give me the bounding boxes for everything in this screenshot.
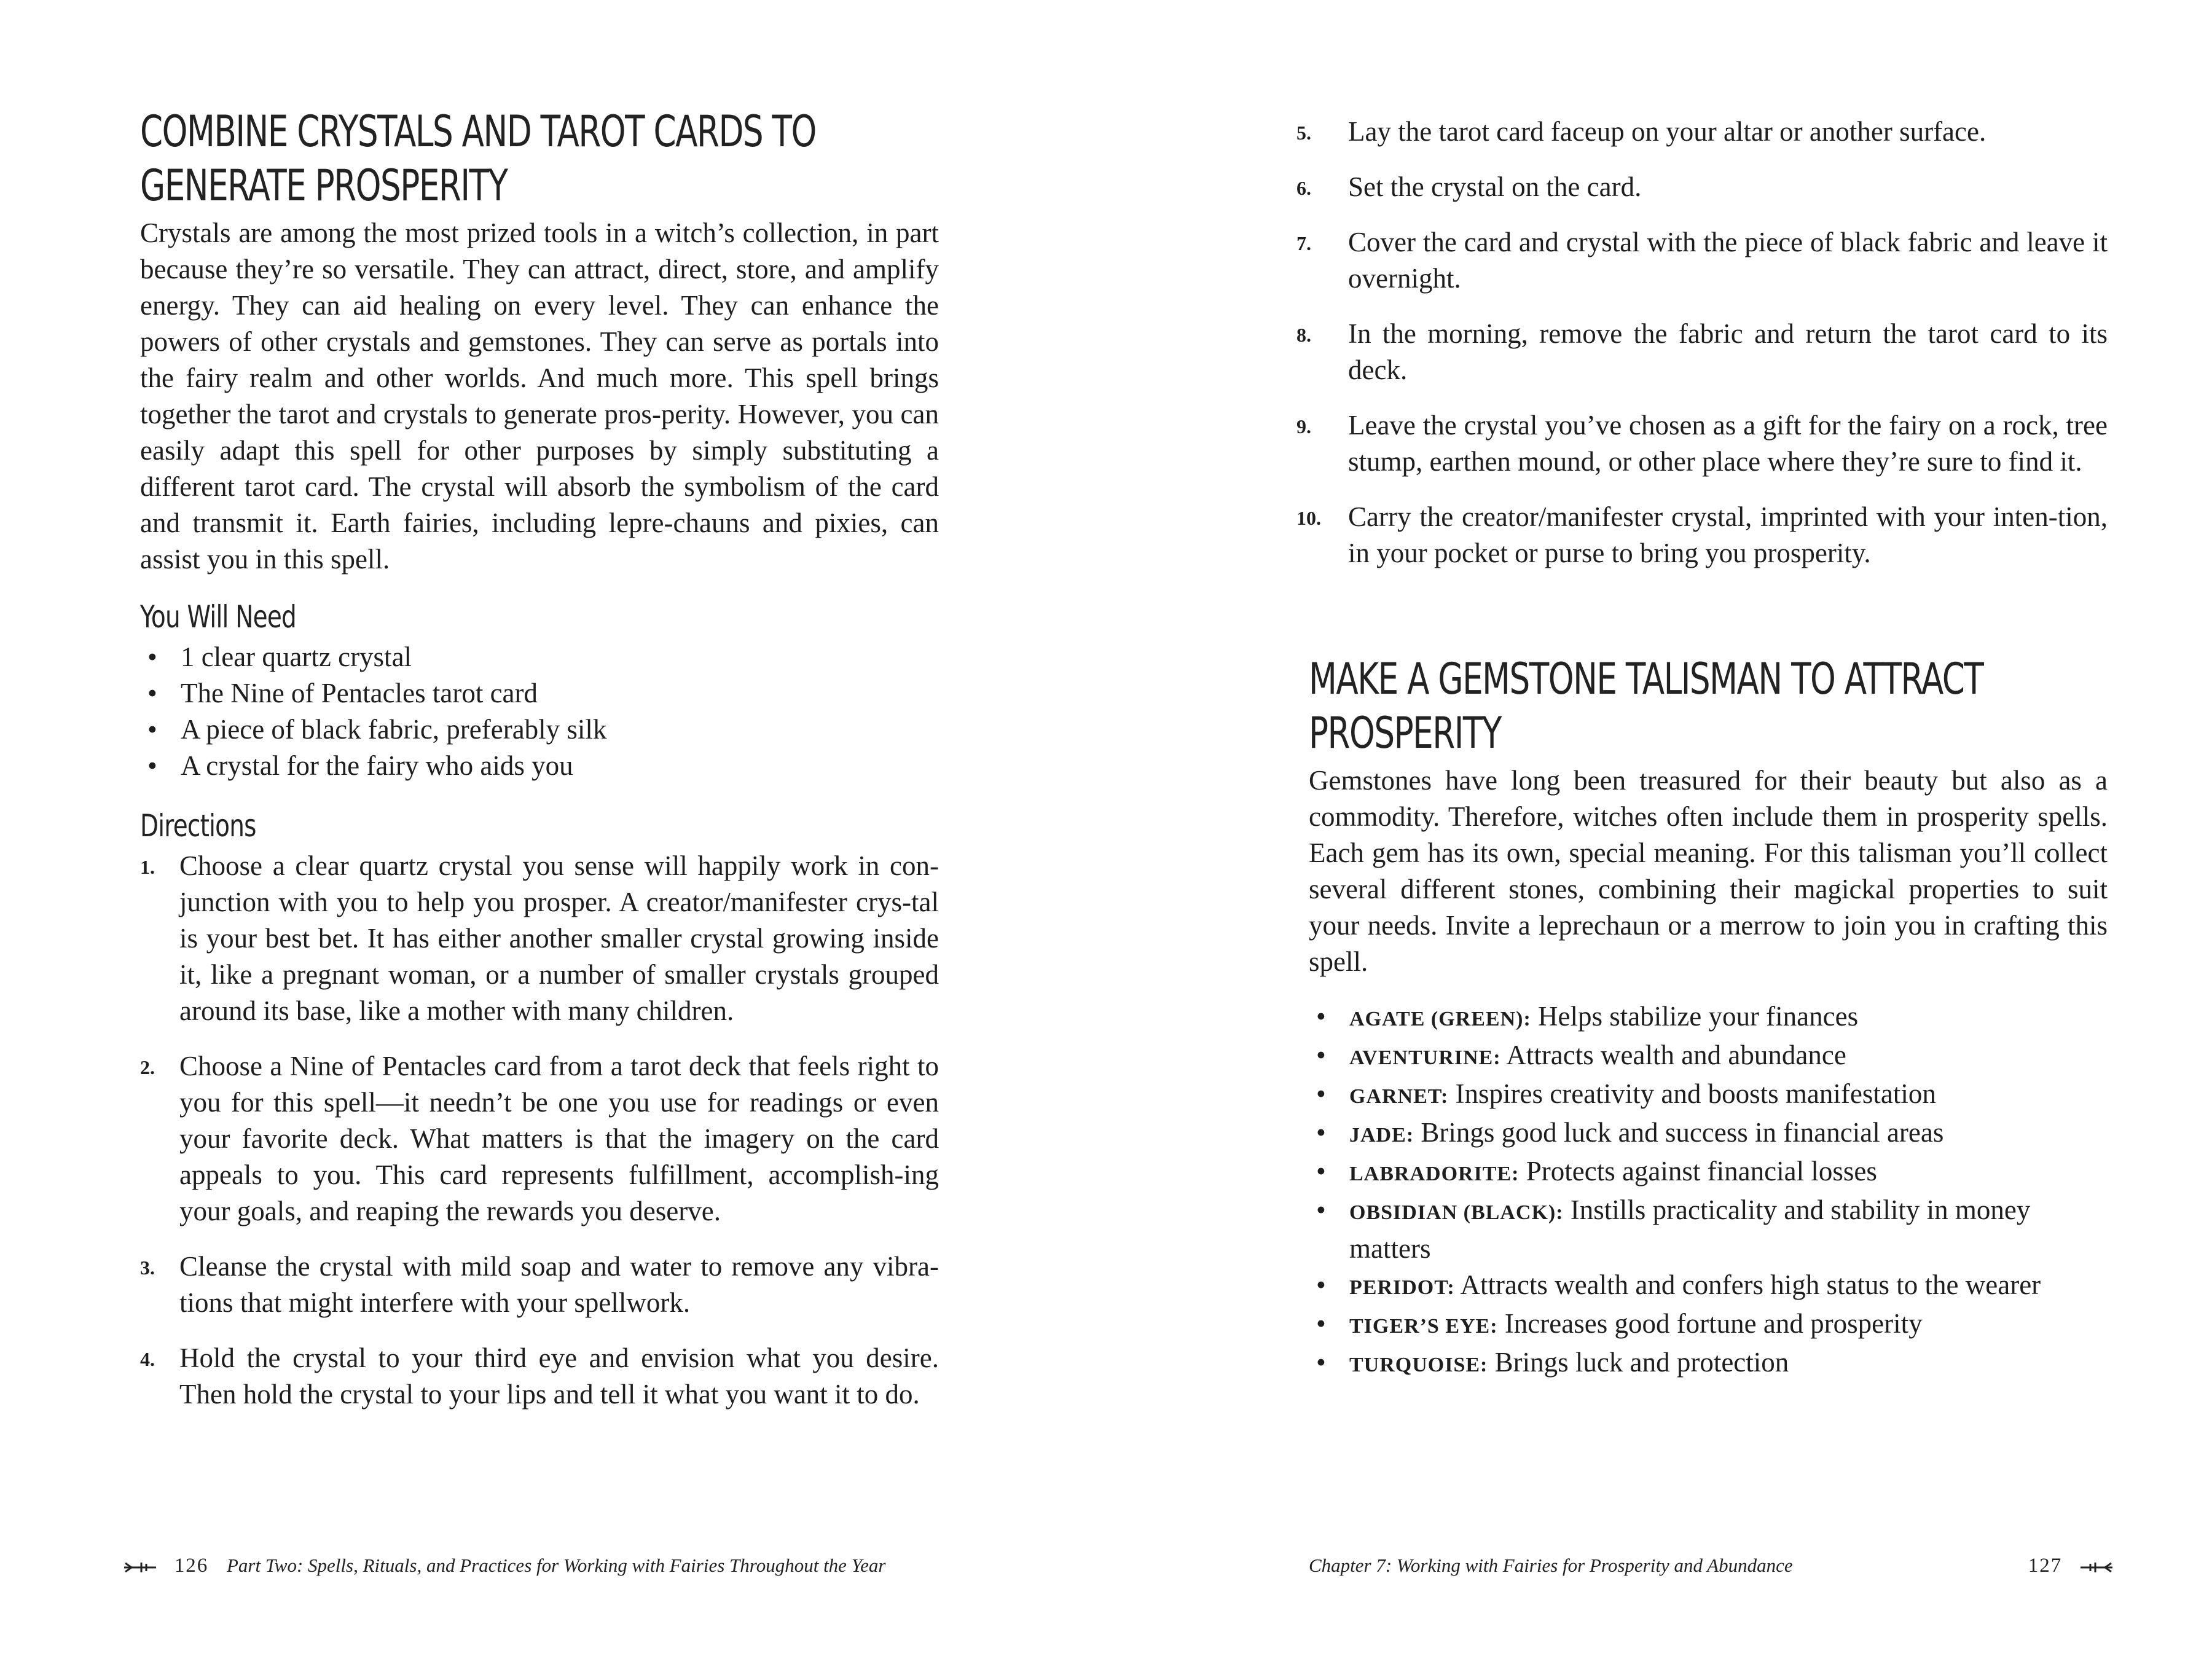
step-number: 7.: [1296, 232, 1311, 254]
step-text: In the morning, remove the fabric and return the tarot card to its deck.: [1348, 318, 2108, 385]
ornament-icon: [123, 1561, 157, 1574]
step-number: 6.: [1296, 177, 1311, 199]
list-item: [1309, 1306, 2108, 1344]
gem-name: JADE:: [1349, 1124, 1414, 1147]
list-item: [140, 1048, 939, 1230]
list-item: [1309, 998, 2108, 1037]
step-text: Carry the creator/manifester crystal, imprinted with your inten-tion, in your pocket or purse to bring you prosperity.: [1348, 501, 2108, 568]
gem-description: Brings good luck and success in financial areas: [1421, 1117, 1944, 1148]
page-number: 126: [174, 1555, 209, 1577]
step-text: Choose a Nine of Pentacles card from a tarot deck that feels right to you for this spell—it needn’t be one you use for readings or even your favorite deck. What matters is that the imagery on the card appeals to you. This card represents fulfillment, accomplish-ing your goals, and reaping the rewards you deserve.: [179, 1051, 939, 1226]
talisman-title: [1309, 652, 2112, 760]
step-text: Cover the card and crystal with the piece of black fabric and leave it overnight.: [1348, 227, 2108, 294]
list-item: • A piece of black fabric, preferably silk: [140, 712, 939, 748]
gem-description: Brings luck and protection: [1494, 1347, 1789, 1378]
gem-description: Instills practicality and stability in money matters: [1349, 1194, 2031, 1264]
step-number: 5.: [1296, 122, 1311, 144]
running-head: Part Two: Spells, Rituals, and Practices for Working with Fairies Throughout the Year: [227, 1555, 886, 1576]
step-text: Choose a clear quartz crystal you sense will happily work in con-junction with you to help you prosper. A creator/manifester crys-tal is your best bet. It has either another smaller crystal growing inside it, like a pregnant woman, or a number of smaller crystals grouped around its base, like a mother with many children.: [179, 850, 939, 1026]
gem-description: Attracts wealth and abundance: [1506, 1040, 1846, 1070]
list-item: [1296, 316, 2108, 388]
list-item: [1296, 499, 2108, 571]
title-line: GENERATE PROSPERITY: [140, 160, 508, 211]
left-page: [140, 0, 939, 1432]
list-item: [1309, 1076, 2108, 1115]
step-number: 2.: [140, 1056, 155, 1078]
gemstone-list: [1309, 998, 2108, 1383]
gem-name: TURQUOISE:: [1349, 1354, 1488, 1376]
gem-name: PERIDOT:: [1349, 1276, 1455, 1299]
right-page-footer: [1309, 1555, 2108, 1577]
you-will-need-heading: You Will Need: [140, 599, 297, 635]
page-number: 127: [2028, 1555, 2063, 1577]
step-number: 9.: [1296, 415, 1311, 437]
list-item: [1296, 114, 2108, 150]
directions-list: [140, 848, 939, 1413]
directions-list-continued: [1296, 114, 2108, 571]
step-number: 4.: [140, 1348, 155, 1370]
gem-name: GARNET:: [1349, 1085, 1449, 1108]
step-number: 1.: [140, 856, 155, 878]
directions-heading: Directions: [140, 808, 256, 844]
title-line: COMBINE CRYSTALS AND TAROT CARDS TO: [140, 106, 816, 157]
list-item: [1309, 1267, 2108, 1306]
running-head: Chapter 7: Working with Fairies for Prosperity and Abundance: [1309, 1555, 1793, 1576]
gem-name: AVENTURINE:: [1349, 1046, 1501, 1069]
intro-paragraph: Crystals are among the most prized tools in a witch’s collection, in part because they’re so versatile. They can attract, direct, store, and amplify energy. They can aid healing on every level. They can enhance the powers of other crystals and gemstones. They can serve as portals into the fairy realm and other worlds. And much more. This spell brings together the tarot and crystals to generate pros-perity. However, you can easily adapt this spell for other purposes by simply substituting a different tarot card. The crystal will absorb the symbolism of the card and transmit it. Earth fairies, including lepre-chauns and pixies, can assist you in this spell.: [140, 218, 939, 575]
title-line: PROSPERITY: [1309, 708, 1501, 758]
list-item: • A crystal for the fairy who aids you: [140, 748, 939, 784]
gem-name: OBSIDIAN (BLACK):: [1349, 1201, 1564, 1224]
gem-name: TIGER’S EYE:: [1349, 1315, 1498, 1338]
list-item: [1296, 224, 2108, 297]
gem-description: Increases good fortune and prosperity: [1504, 1308, 1923, 1339]
list-item: [1296, 169, 2108, 205]
spell-title: [140, 104, 943, 213]
list-item: [140, 1340, 939, 1413]
list-item: [1309, 1153, 2108, 1192]
intro-paragraph: Gemstones have long been treasured for their beauty but also as a commodity. Therefore, witches often include them in prosperity spells. Each gem has its own, special meaning. For this talisman you’ll collect several different stones, combining their magickal properties to suit your needs. Invite a leprechaun or a merrow to join you in crafting this spell.: [1309, 765, 2108, 977]
list-item: [1309, 1115, 2108, 1153]
gem-description: Protects against financial losses: [1526, 1156, 1877, 1186]
step-number: 10.: [1296, 507, 1321, 529]
left-page-footer: [123, 1555, 885, 1577]
list-item: [1309, 1344, 2108, 1383]
step-text: Leave the crystal you’ve chosen as a gift for the fairy on a rock, tree stump, earthen mound, or other place where they’re sure to find it.: [1348, 410, 2108, 477]
list-item: [140, 1249, 939, 1321]
gem-description: Inspires creativity and boosts manifestation: [1455, 1078, 1936, 1109]
step-text: Lay the tarot card faceup on your altar or another surface.: [1348, 116, 1986, 147]
list-item: • 1 clear quartz crystal: [140, 639, 939, 675]
ingredients-list: [140, 639, 939, 784]
footer-folio-group: [2028, 1555, 2114, 1577]
gem-name: LABRADORITE:: [1349, 1163, 1520, 1185]
ornament-icon: [2079, 1561, 2114, 1574]
list-item: • The Nine of Pentacles tarot card: [140, 675, 939, 712]
list-item: [1309, 1037, 2108, 1076]
step-text: Set the crystal on the card.: [1348, 171, 1642, 202]
step-number: 8.: [1296, 324, 1311, 346]
step-text: Cleanse the crystal with mild soap and water to remove any vibra-tions that might interfere with your spellwork.: [179, 1251, 939, 1318]
gem-description: Helps stabilize your finances: [1538, 1001, 1859, 1032]
gem-description: Attracts wealth and confers high status to the wearer: [1460, 1269, 2041, 1300]
step-number: 3.: [140, 1257, 155, 1279]
list-item: [1309, 1192, 2108, 1267]
list-item: [140, 848, 939, 1029]
step-text: Hold the crystal to your third eye and envision what you desire. Then hold the crystal to your lips and tell it what you want it to do.: [179, 1343, 939, 1410]
title-line: MAKE A GEMSTONE TALISMAN TO ATTRACT: [1309, 654, 1983, 704]
right-page: [1296, 0, 2108, 1383]
list-item: [1296, 407, 2108, 480]
gem-name: AGATE (GREEN):: [1349, 1008, 1531, 1030]
